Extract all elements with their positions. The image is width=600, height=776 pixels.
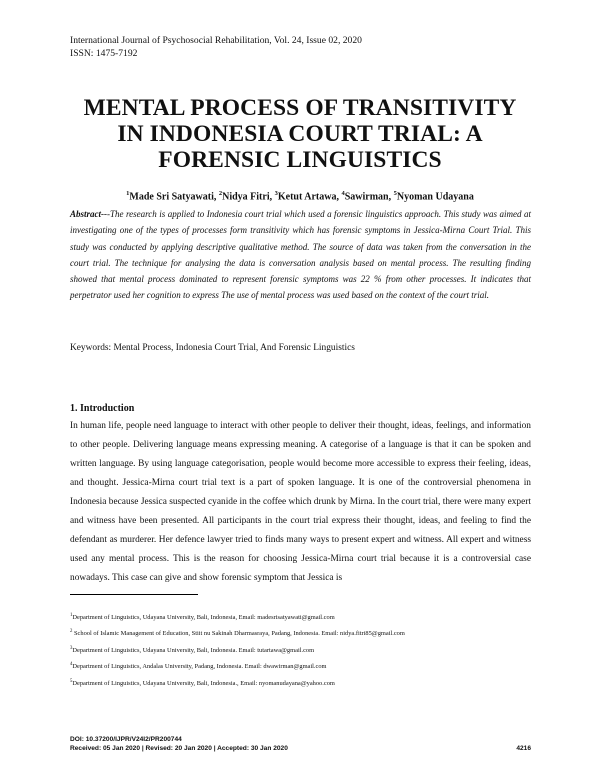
section-body: In human life, people need language to interact with other people to deliver their thought, ideas, feelings, and information to other people. Delivering language means expressing meaning. A categorise of a language is that it can be spoken and written language. By using language categorisation, people would become more accessible to express their feeling, ideas, and thought. Jessica-Mirna court trial text is a part of spoken language. It is one of the controversial phenomena in Indonesia because Jessica suspected cyanide in the coffee which drunk by Mirna. In the court trial, there were many expert and witness have been presented. All participants in the court trial express their thought, ideas, and feeling to find the defendant as murderer. Her defence lawyer tried to finds many ways to present expert and witness. All expert and witness used any mental process. This is the reason for choosing Jessica-Mirna court trial because it is a controversial case nowadays. This case can give and show forensic symptom that Jessica is [70, 421, 531, 583]
author-list [40, 190, 560, 202]
author-5: Nyoman Udayana [396, 191, 474, 203]
title-line-2: IN INDONESIA COURT TRIAL: A [117, 121, 483, 147]
author-5-affiliation-mark: 5 [393, 190, 397, 197]
footnote-text: School of Islamic Management of Education, Stiit nu Sakinah Dharmasraya, Padang, Indonesia. Email: nidya.fitri85@gmail.com [72, 630, 405, 638]
section-heading: 1. Introduction [70, 403, 135, 414]
title-line-1: MENTAL PROCESS OF TRANSITIVITY [83, 95, 517, 121]
abstract-label: Abstract-- [70, 209, 107, 219]
page-footer [70, 735, 531, 753]
journal-citation: International Journal of Psychosocial Rehabilitation, Vol. 24, Issue 02, 2020 [70, 35, 362, 46]
footnote-text: Department of Linguistics, Andalas University, Padang, Indonesia. Email: dwawirman@gmail.com [72, 663, 327, 671]
keywords: Keywords: Mental Process, Indonesia Court Trial, And Forensic Linguistics [70, 343, 355, 353]
doi: DOI: 10.37200/IJPR/V24I2/PR200744 [70, 736, 182, 743]
author-4-affiliation-mark: 4 [341, 190, 345, 197]
received-dates: Received: 05 Jan 2020 | Revised: 20 Jan 2020 | Accepted: 30 Jan 2020 [70, 745, 288, 752]
footnote-mark: 5 [70, 678, 73, 684]
author-3: Ketut Artawa, [277, 191, 342, 203]
footnote [70, 609, 540, 625]
paper-title [40, 95, 560, 173]
abstract [70, 206, 531, 304]
author-4: Sawirman, [344, 191, 394, 203]
footnote-mark: 4 [70, 662, 73, 668]
footnote-text: Department of Linguistics, Udayana University, Bali, Indonesia. Email: tutartawa@gmail.com [72, 646, 315, 654]
footnote [70, 658, 540, 674]
title-line-3: FORENSIC LINGUISTICS [158, 147, 442, 173]
footnote-text: Department of Linguistics, Udayana University, Bali, Indonesia, Email: madesrisatyawati@gmail.com [72, 614, 335, 622]
issn: ISSN: 1475-7192 [70, 48, 138, 59]
footnote [70, 625, 540, 641]
author-1-affiliation-mark: 1 [126, 190, 130, 197]
author-3-affiliation-mark: 3 [274, 190, 278, 197]
footnote-divider [70, 594, 198, 595]
footnote-mark: 1 [70, 613, 73, 618]
journal-header [70, 34, 362, 60]
author-2: Nidya Fitri, [222, 191, 275, 203]
footnote-text: Department of Linguistics, Udayana University, Bali, Indonesia., Email: nyomanudayana@yahoo.com [72, 679, 335, 687]
footnotes [70, 609, 540, 691]
abstract-text: -The research is applied to Indonesia court trial which used a forensic linguistics approach. This study was aimed at investigating one of the types of processes form transitivity which has forensic symptoms in Jessica-Mirna Court Trial. This study was conducted by applying descriptive qualitative method. The source of data was taken from the conversation in the court trial. The technique for analysing the data is conversation analysis based on mental process. The resulting finding showed that mental process dominated to represent forensic symptoms was 22 % from other processes. It indicates that perpetrator used her cognition to express The use of mental process was used based on the context of the court trial. [70, 209, 531, 301]
footnote-mark: 3 [70, 645, 73, 651]
footnote [70, 675, 540, 691]
footnote-mark: 2 [70, 629, 73, 635]
page-number: 4216 [516, 745, 531, 752]
author-2-affiliation-mark: 2 [218, 190, 223, 197]
footnote [70, 642, 540, 658]
author-1: Made Sri Satyawati, [129, 191, 219, 203]
